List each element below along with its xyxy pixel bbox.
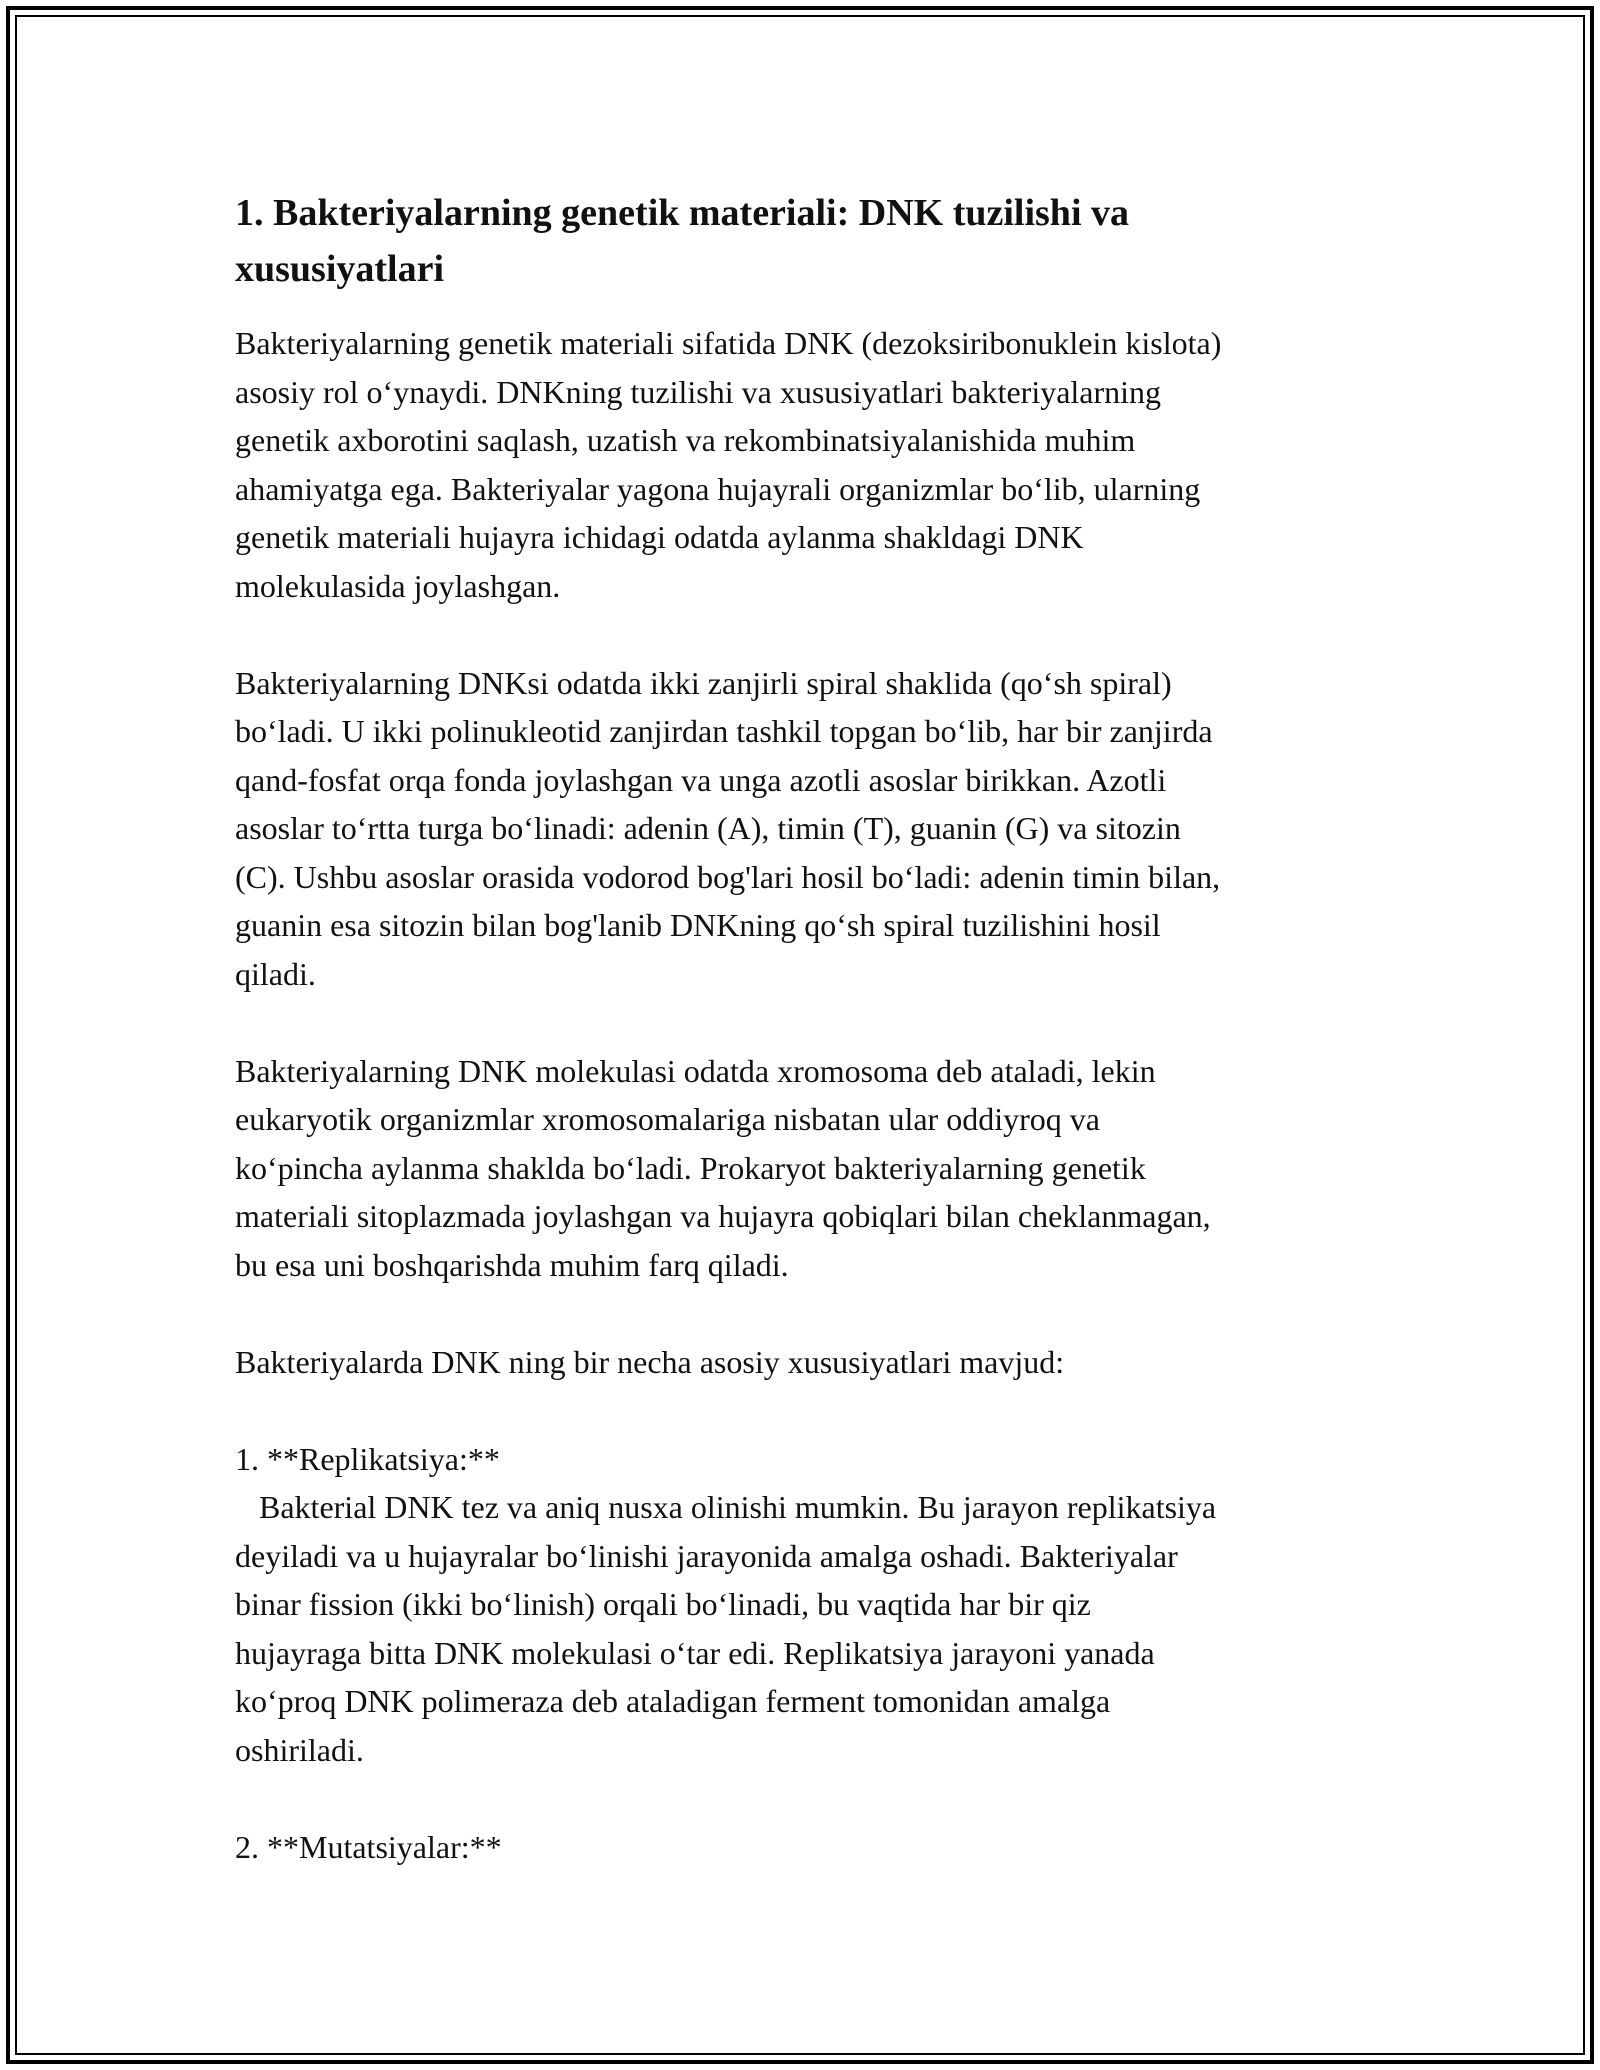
text-line: ahamiyatga ega. Bakteriyalar yagona hujayrali organizmlar bo‘lib, ularning xyxy=(235,470,1201,507)
paragraph-gap xyxy=(235,998,1385,1047)
text-line: genetik materiali hujayra ichidagi odatda aylanma shakldagi DNK xyxy=(235,519,1084,555)
text-line: deyiladi va u hujayralar bo‘linishi jarayonida amalga oshadi. Bakteriyalar xyxy=(235,1537,1178,1574)
text-line: asoslar to‘rtta turga bo‘linadi: adenin (A), timin (T), guanin (G) va sitozin xyxy=(235,810,1181,846)
list-item-title: 1. **Replikatsiya:** xyxy=(235,1440,500,1477)
paragraph-gap xyxy=(235,1386,1385,1435)
text-line: materiali sitoplazmada joylashgan va hujayra qobiqlari bilan cheklanmagan, xyxy=(235,1198,1211,1234)
paragraph-replication xyxy=(235,1435,1385,1775)
paragraph-dna-role xyxy=(235,319,1385,610)
text-line: hujayraga bitta DNK molekulasi o‘tar edi. Replikatsiya jarayoni yanada xyxy=(235,1634,1155,1671)
section-heading xyxy=(235,185,1385,297)
paragraph-gap xyxy=(235,610,1385,659)
text-line: eukaryotik organizmlar xromosomalariga nisbatan ular oddiyroq va xyxy=(235,1101,1100,1137)
paragraph-mutations xyxy=(235,1823,1385,1872)
text-line: ko‘pincha aylanma shaklda bo‘ladi. Prokaryot bakteriyalarning genetik xyxy=(235,1149,1146,1186)
paragraph-chromosome xyxy=(235,1047,1385,1290)
text-line: (C). Ushbu asoslar orasida vodorod bog'lari hosil bo‘ladi: adenin timin bilan, xyxy=(235,858,1221,895)
text-line: binar fission (ikki bo‘linish) orqali bo‘linadi, bu vaqtida har bir qiz xyxy=(235,1586,1091,1622)
text-line: Bakteriyalarning DNK molekulasi odatda xromosoma deb ataladi, lekin xyxy=(235,1052,1156,1089)
text-line: bu esa uni boshqarishda muhim farq qiladi. xyxy=(235,1246,789,1283)
paragraph-gap xyxy=(235,1289,1385,1338)
text-line: qiladi. xyxy=(235,955,316,992)
text-line: ko‘proq DNK polimeraza deb ataladigan ferment tomonidan amalga xyxy=(235,1683,1111,1719)
text-line: Bakteriyalarda DNK ning bir necha asosiy xususiyatlari mavjud: xyxy=(235,1343,1065,1380)
paragraph-double-helix xyxy=(235,659,1385,999)
text-line: oshiriladi. xyxy=(235,1731,364,1768)
text-line: Bakteriyalarning genetik materiali sifatida DNK (dezoksiribonuklein kislota) xyxy=(235,325,1222,361)
text-line: bo‘ladi. U ikki polinukleotid zanjirdan tashkil topgan bo‘lib, har bir zanjirda xyxy=(235,713,1213,749)
heading-line: 1. Bakteriyalarning genetik materiali: DNK tuzilishi va xyxy=(235,192,1130,234)
paragraph-gap xyxy=(235,1774,1385,1823)
heading-line: xususiyatlari xyxy=(235,248,445,290)
text-line: Bakterial DNK tez va aniq nusxa olinishi mumkin. Bu jarayon replikatsiya xyxy=(235,1489,1217,1525)
text-line: genetik axborotini saqlash, uzatish va rekombinatsiyalanishida muhim xyxy=(235,422,1136,458)
text-line: Bakteriyalarning DNKsi odatda ikki zanjirli spiral shaklida (qo‘sh spiral) xyxy=(235,664,1172,701)
text-line: molekulasida joylashgan. xyxy=(235,567,561,604)
list-item-title: 2. **Mutatsiyalar:** xyxy=(235,1828,502,1865)
text-line: qand-fosfat orqa fonda joylashgan va unga azotli asoslar birikkan. Azotli xyxy=(235,761,1167,798)
text-line: guanin esa sitozin bilan bog'lanib DNKning qo‘sh spiral tuzilishini hosil xyxy=(235,907,1161,943)
document-body xyxy=(235,185,1385,1871)
text-line: asosiy rol o‘ynaydi. DNKning tuzilishi va xususiyatlari bakteriyalarning xyxy=(235,373,1162,410)
paragraph-properties-intro xyxy=(235,1338,1385,1387)
